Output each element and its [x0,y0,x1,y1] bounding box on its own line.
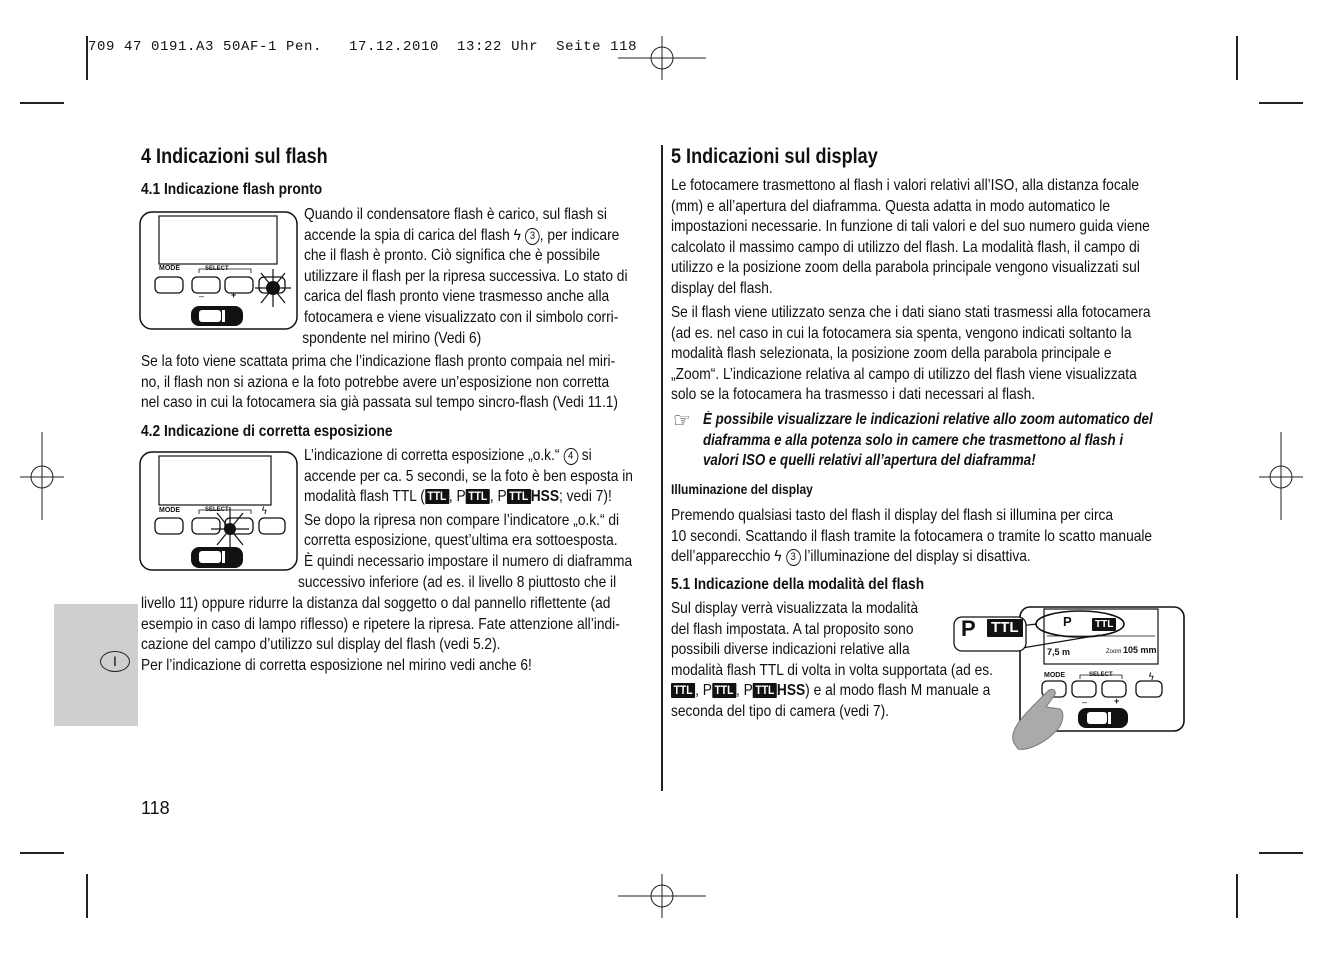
crop-mark [1236,874,1238,918]
registration-mark-left [20,432,64,520]
section-4-2-after: livello 11) oppure ridurre la distanza dal soggetto o dal pannello riflettente (ad esempio in caso di lampo riflesso) e ripetere la ripresa. Fate attenzione all’indi- cazione del campo d’utilizzo sul display del flash (vedi 5.2). Per l’indicazione di corretta esposizione nel mirino vedi anche 6! [141,595,620,674]
display-illumination-text: Premendo qualsiasi tasto del flash il display del flash si illumina per circa 10 secondi. Scattando il flash tramite la fotocamera o tramite lo scatto manuale dell’apparecchio ϟ 3 l’illuminazione del display si disattiva. [671,506,1152,568]
lightning-bolt-icon: ϟ [774,548,782,566]
section-4-2-text: L’indicazione di corretta esposizione „o.k.“ 4 si accende per ca. 5 secondi, se la foto è ben esposta in modalità flash TTL ( TTL , P TTL , P TTL HSS; vedi 7)! Se dopo la ripresa non compare l’indicatore „o.k.“ di corretta esposizione, quest’ultima era sottoesposta. È quindi necessario impostare il numero di diaframma [304,447,633,570]
section-5-1-heading: 5.1 Indicazione della modalità del flash [671,576,925,593]
section-4-2-wide-line: successivo inferiore (ad es. il livello 8 piuttosto che il [298,574,617,591]
section-4-2-heading: 4.2 Indicazione di corretta esposizione [141,423,393,440]
display-zoom-value: 105 mm [1123,645,1157,655]
panel-mode-label: MODE [159,507,180,514]
display-illumination-heading: Illuminazione del display [671,481,813,497]
section-5-para-1: Le fotocamere trasmettono al flash i valori relativi all’ISO, alla distanza focale (mm) e all’apertura del diaframma. Questa adatta in modo automatico le impostazioni necessarie. In funzione di tali valori e del suo numero guida viene calcolato il massimo campo di utilizzo del flash. La modalità flash, il campo di utilizzo e la posizione zoom della parabola principale vengono visualizzati sul display del flash. [671,177,1150,297]
svg-text:ϟ: ϟ [261,506,268,517]
panel-select-label: SELECT [205,266,229,272]
display-big-ttl: TTL [987,619,1023,638]
crop-mark [20,852,64,854]
section-4-1-after: Se la foto viene scattata prima che l’indicazione flash pronto compaia nel miri- no, il flash non si aziona e la foto potrebbe avere un’esposizione non corretta nel caso in cui la fotocamera sia già passata sul tempo sincro-flash (Vedi 11.1) [141,353,619,412]
section-4-1-text: Quando il condensatore flash è carico, sul flash si accende la spia di carica del flash ϟ 3 , per indicare che il flash è pronto. Ciò significa che è possibile utilizzare il flash per la ripresa successiva. Lo stato di carica del flash pronto viene trasmesso anche alla fotocamera e viene visualizzato con il simbolo corri- spondente nel mirino (Vedi 6) [302,206,628,347]
registration-mark-right [1259,432,1303,520]
panel-minus-label: – [199,291,205,301]
crop-mark [1236,36,1238,80]
crop-mark [1259,852,1303,854]
crop-mark [1259,102,1303,104]
svg-text:ϟ: ϟ [1148,672,1155,683]
lightning-bolt-icon: ϟ [513,226,521,244]
page-number: 118 [141,798,170,818]
section-4-title: 4 Indicazioni sul flash [141,145,328,168]
display-big-p: P [961,616,976,641]
display-mode-ttl: TTL [1092,615,1116,633]
panel-select-label: SELECT [205,507,229,513]
panel-mode-label: MODE [159,265,180,272]
language-tab-label: I [100,651,130,672]
display-distance: 7,5 m [1047,647,1071,657]
panel-mode-label: MODE [1044,672,1065,679]
panel-plus-label: + [231,290,237,300]
section-5-1-text: Sul display verrà visualizzata la modalità del flash impostata. A tal proposito sono possibili diverse indicazioni relative alla modalità flash TTL di volta in volta supportata (ad es. TTL , P TTL , P TTL HSS) e al modo flash M manuale a seconda del tipo di camera (vedi 7). [671,600,994,720]
crop-mark [20,102,64,104]
panel-plus-label: + [1114,696,1120,706]
crop-mark [86,874,88,918]
section-5-para-2: Se il flash viene utilizzato senza che i dati siano stati trasmessi alla fotocamera (ad es. nel caso in cui la fotocamera sia spenta, vengono indicati soltanto la modalità flash selezionata, la posizione zoom della parabola principale e „Zoom“. L’indicazione relativa al campo di utilizzo del flash viene visualizzata solo se la fotocamera ha trasmesso i dati necessari al flash. [671,304,1151,404]
registration-mark-bottom [618,874,706,918]
display-zoom-label: Zoom [1106,649,1122,655]
section-5-title: 5 Indicazioni sul display [671,145,878,168]
section-5-note: È possibile visualizzare le indicazioni relative allo zoom automatico del diaframma e alla potenza solo in camere che trasmettono al flash i valori ISO e quelli relativi all’apertura del diaframma! [703,411,1153,470]
pointing-hand-icon: ☞ [673,408,691,432]
panel-minus-label: – [1082,697,1088,707]
print-header: 709 47 0191.A3 50AF-1 Pen. 17.12.2010 13:22 Uhr Seite 118 [88,39,638,55]
column-divider [661,145,663,791]
section-4-1-heading: 4.1 Indicazione flash pronto [141,181,323,198]
panel-select-label: SELECT [1089,672,1113,678]
display-mode-p: P [1063,614,1072,629]
